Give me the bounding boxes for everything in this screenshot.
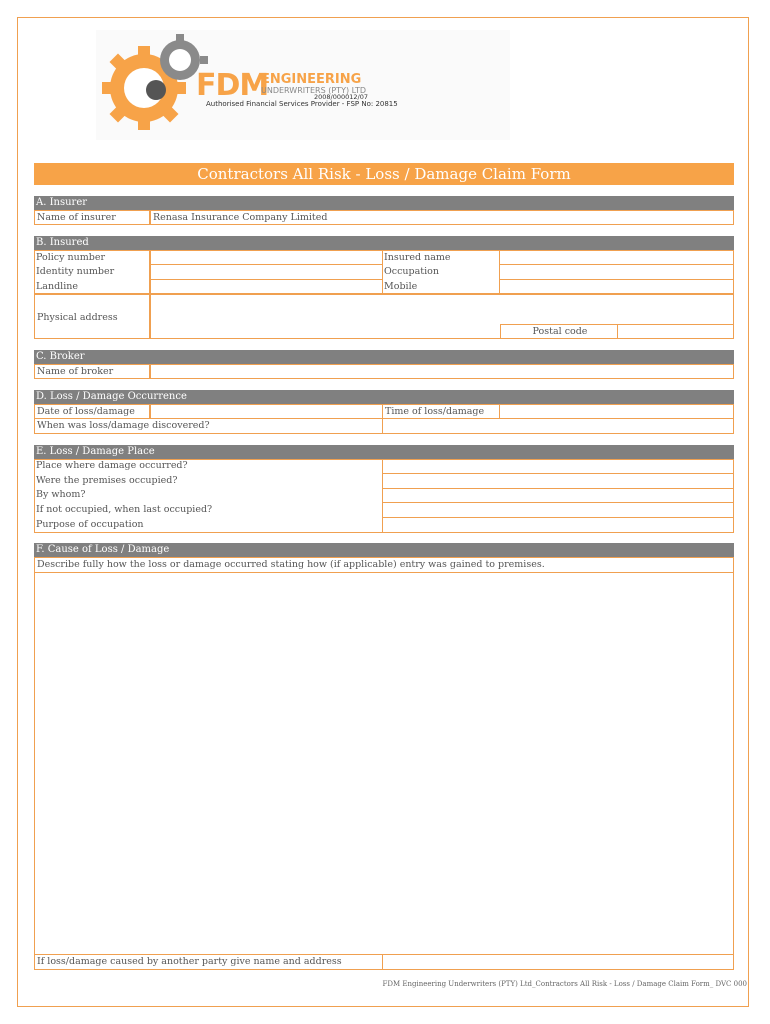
- insured-name-label: Insured name: [384, 252, 451, 263]
- landline-label: Landline: [36, 281, 78, 292]
- discovered-label: When was loss/damage discovered?: [34, 418, 383, 434]
- form-title: Contractors All Risk - Loss / Damage Claim Form: [34, 163, 734, 185]
- landline-field[interactable]: [150, 279, 383, 294]
- section-cause-heading: F. Cause of Loss / Damage: [34, 543, 734, 557]
- postal-code-label: Postal code: [500, 324, 618, 339]
- brand-sub: ENGINEERING: [261, 72, 362, 87]
- place-q5-label: Purpose of occupation: [36, 519, 144, 530]
- other-party-field[interactable]: [382, 954, 734, 970]
- occupation-label: Occupation: [384, 266, 439, 277]
- physical-address-label: Physical address: [34, 294, 150, 339]
- cause-instruction: Describe fully how the loss or damage occurred stating how (if applicable) entry was gained to premises.: [34, 557, 734, 573]
- place-q1-label: Place where damage occurred?: [36, 460, 188, 471]
- place-q2-field[interactable]: [382, 473, 734, 489]
- insurer-name-label: Name of insurer: [34, 210, 150, 225]
- broker-name-field[interactable]: [150, 364, 734, 379]
- fsp-text: Authorised Financial Services Provider - FSP No: 20815: [206, 100, 398, 108]
- identity-number-field[interactable]: [150, 264, 383, 280]
- loss-time-field[interactable]: [499, 404, 734, 419]
- other-party-label: If loss/damage caused by another party give name and address: [34, 954, 383, 970]
- insured-name-field[interactable]: [499, 250, 734, 265]
- brand-sub2: UNDERWRITERS (PTY) LTD: [261, 86, 367, 95]
- broker-name-label: Name of broker: [34, 364, 150, 379]
- discovered-field[interactable]: [382, 418, 734, 434]
- section-insured-heading: B. Insured: [34, 236, 734, 250]
- insurer-name-field[interactable]: Renasa Insurance Company Limited: [150, 210, 734, 225]
- place-q1-field[interactable]: [382, 459, 734, 474]
- reg-number: 2008/000012/07: [314, 93, 369, 101]
- brand-main: FDM: [196, 68, 269, 103]
- loss-date-field[interactable]: [150, 404, 383, 419]
- section-broker-heading: C. Broker: [34, 350, 734, 364]
- company-logo: [96, 30, 510, 140]
- place-q2-label: Were the premises occupied?: [36, 475, 178, 486]
- postal-code-field[interactable]: [617, 324, 734, 339]
- place-q3-label: By whom?: [36, 489, 86, 500]
- occupation-field[interactable]: [499, 264, 734, 280]
- policy-number-label: Policy number: [36, 252, 106, 263]
- section-insurer-heading: A. Insurer: [34, 196, 734, 210]
- cause-description-field[interactable]: [34, 572, 734, 955]
- identity-number-label: Identity number: [36, 266, 115, 277]
- place-q3-field[interactable]: [382, 488, 734, 503]
- section-occurrence-heading: D. Loss / Damage Occurrence: [34, 390, 734, 404]
- mobile-field[interactable]: [499, 279, 734, 294]
- footer-text: FDM Engineering Underwriters (PTY) Ltd_Contractors All Risk - Loss / Damage Claim Form_ DVC 000: [382, 980, 747, 988]
- section-place-heading: E. Loss / Damage Place: [34, 445, 734, 459]
- loss-date-label: Date of loss/damage: [34, 404, 150, 419]
- place-q4-label: If not occupied, when last occupied?: [36, 504, 213, 515]
- loss-time-label: Time of loss/damage: [382, 404, 500, 419]
- place-q4-field[interactable]: [382, 502, 734, 518]
- policy-number-field[interactable]: [150, 250, 383, 265]
- place-q5-field[interactable]: [382, 517, 734, 533]
- mobile-label: Mobile: [384, 281, 418, 292]
